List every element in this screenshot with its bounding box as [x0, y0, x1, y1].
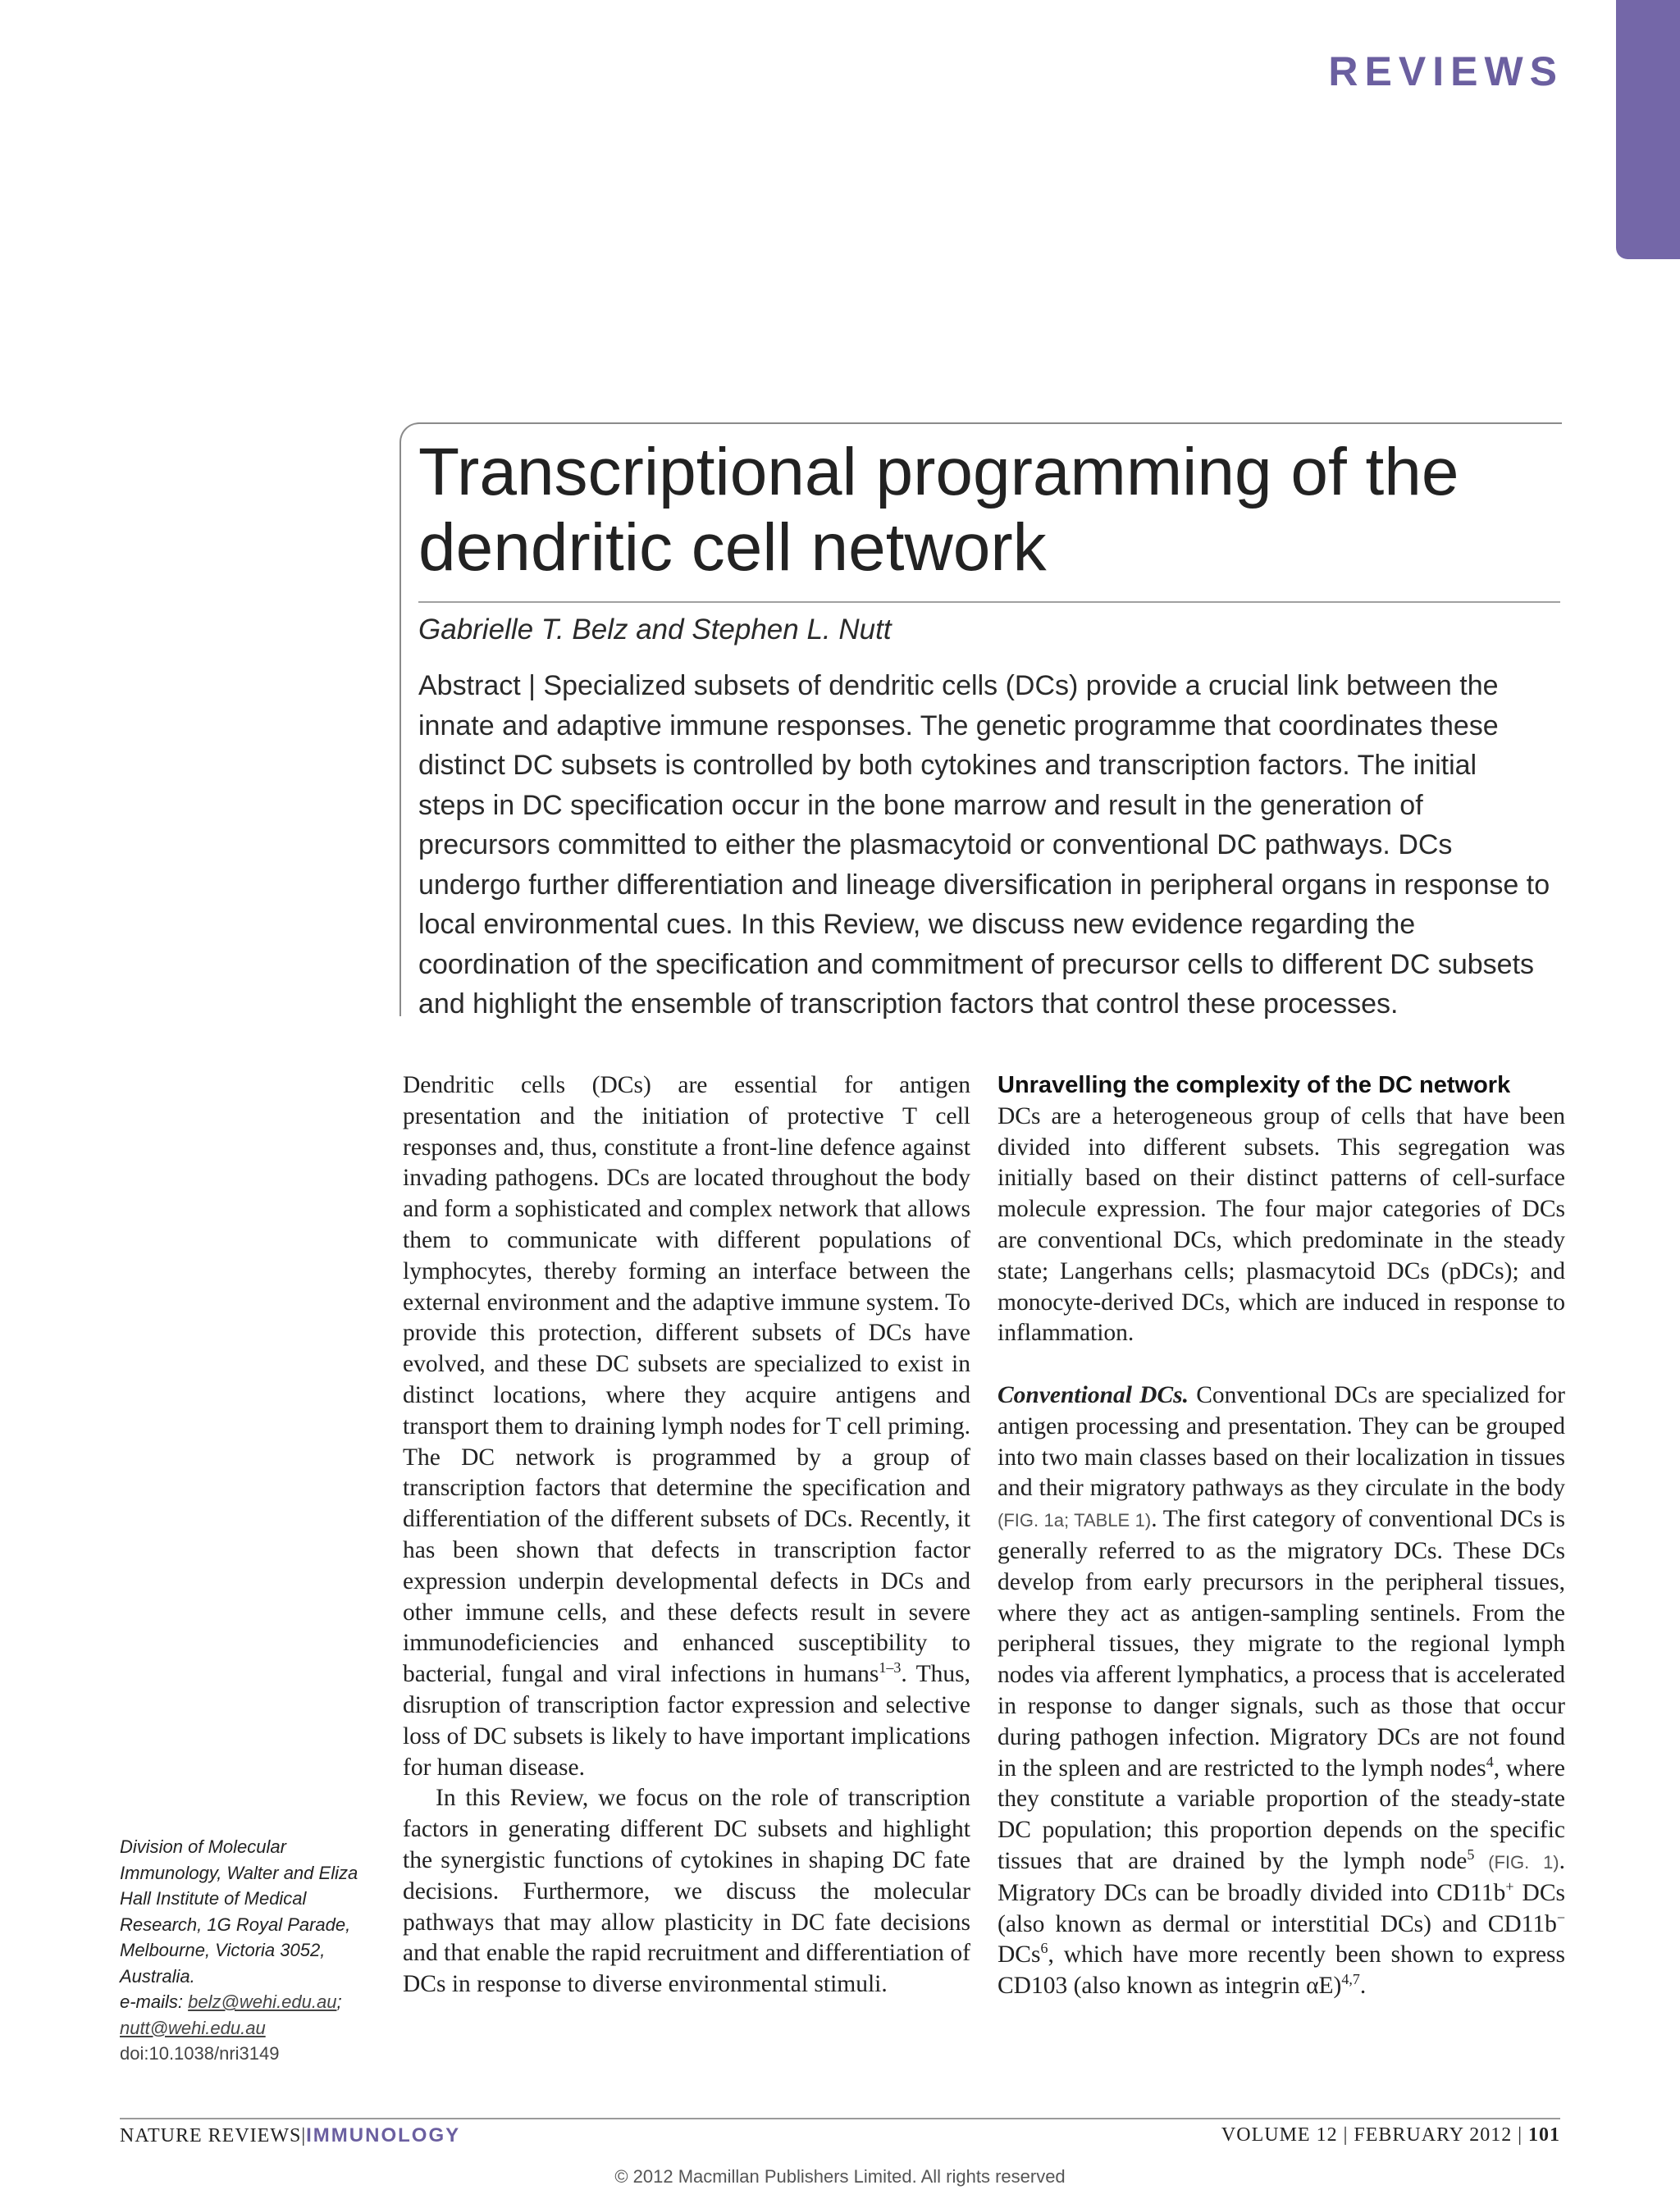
- author-affiliation: [120, 1834, 382, 2067]
- body-paragraph: [998, 1380, 1565, 2002]
- body-column-left: [403, 1070, 970, 2000]
- section-label: REVIEWS: [1328, 48, 1564, 94]
- citation-ref[interactable]: 1–3: [879, 1659, 902, 1677]
- body-text: . Thus, disruption of transcription factor expression and selective loss of DC subsets is likely to have important implications for human disease.: [403, 1661, 970, 1781]
- body-text: . The first category of conventional DCs is generally referred to as the migratory DCs. These DCs develop from early precursors in the peripheral tissues, where they act as antigen-sampling sentinels. From the peripheral tissues, they migrate to the regional lymph nodes via afferent lymphatics, a process that is accelerated in response to danger signals, such as those that occur during pathogen infection. Migratory DCs are not found in the spleen and are restricted to the lymph nodes: [998, 1506, 1565, 1781]
- citation-ref[interactable]: 6: [1040, 1940, 1048, 1957]
- figure-ref[interactable]: (FIG. 1): [1474, 1851, 1559, 1873]
- body-text: Conventional DCs are specialized for antigen processing and presentation. They can be grouped into two main classes based on their localization in tissues and their migratory pathways as they circulate in the body: [998, 1381, 1566, 1502]
- body-text: , where they constitute a variable proportion of the steady-state DC population; this proportion depends on the specific tissues that are drained by the lymph node: [998, 1754, 1565, 1874]
- footer-issue: [1221, 2124, 1560, 2146]
- section-color-tab: [1616, 0, 1680, 259]
- article-authors: Gabrielle T. Belz and Stephen L. Nutt: [418, 614, 892, 646]
- volume: VOLUME 12: [1221, 2124, 1338, 2146]
- body-text: , which have more recently been shown to express CD103 (also known as integrin αE): [998, 1941, 1565, 2000]
- subsection-heading: Conventional DCs.: [998, 1381, 1189, 1408]
- body-paragraph: [403, 1070, 970, 1783]
- superscript: −: [1556, 1909, 1565, 1926]
- body-text: Dendritic cells (DCs) are essential for antigen presentation and the initiation of protective T cell responses and, thus, constitute a front-line defence against invading pathogens. DCs are located throughout the body and form a sophisticated and complex network that allows them to communicate with different populations of lymphocytes, thereby forming an interface between the external environment and the adaptive immune system. To provide this protection, different subsets of DCs have evolved, and these DC subsets are specialized to exist in distinct locations, where they acquire antigens and transport them to draining lymph nodes for T cell priming. The DC network is programmed by a group of transcription factors that determine the specification and differentiation of the different subsets of DCs. Recently, it has been shown that defects in transcription factor expression underpin developmental defects in DCs and other immune cells, and these defects result in severe immunodeficiencies and enhanced susceptibility to bacterial, fungal and viral infections in humans: [403, 1072, 970, 1688]
- body-text: .: [1359, 1973, 1367, 2000]
- journal-name: IMMUNOLOGY: [306, 2124, 461, 2146]
- affiliation-text: Division of Molecular Immunology, Walter and Eliza Hall Institute of Medical Research, 1G Royal Parade, Melbourne, Victoria 3052, Australia.: [120, 1836, 358, 1987]
- footer-journal: [120, 2124, 460, 2147]
- body-text: . Migratory DCs can be broadly divided into CD11b: [998, 1847, 1566, 1906]
- citation-ref[interactable]: 4: [1486, 1753, 1494, 1770]
- page-number: 101: [1528, 2124, 1560, 2146]
- email-separator: ;: [336, 1991, 342, 2012]
- footer-separator: |: [1343, 2124, 1349, 2146]
- copyright-notice: © 2012 Macmillan Publishers Limited. All rights reserved: [614, 2166, 1066, 2187]
- body-paragraph: In this Review, we focus on the role of transcription factors in generating different DC subsets and highlight the synergistic functions of cytokines in shaping DC fate decisions. Furthermore, we discuss the molecular pathways that may allow plasticity in DC fate decisions and that enable the rapid recruitment and differentiation of DCs in response to diverse environmental stimuli.: [403, 1785, 970, 1998]
- issue-date: FEBRUARY 2012: [1354, 2124, 1513, 2146]
- email-label: e-mails:: [120, 1991, 189, 2012]
- email-link[interactable]: belz@wehi.edu.au: [188, 1991, 337, 2012]
- body-text: DCs (also known as dermal or interstitial DCs) and CD11b: [998, 1879, 1565, 1937]
- body-column-right: [998, 1070, 1565, 2002]
- footer-separator: |: [1518, 2124, 1522, 2146]
- article-title: Transcriptional programming of the dendritic cell network: [418, 435, 1459, 585]
- publication-name: NATURE REVIEWS: [120, 2125, 302, 2146]
- superscript: +: [1505, 1877, 1514, 1895]
- body-paragraph: DCs are a heterogeneous group of cells that have been divided into different subsets. This segregation was initially based on their distinct patterns of cell-surface molecule expression. The four major categories of DCs are conventional DCs, which predominate in the steady state; Langerhans cells; plasmacytoid DCs (pDCs); and monocyte-derived DCs, which are induced in response to inflammation.: [998, 1102, 1565, 1347]
- section-heading: Unravelling the complexity of the DC network: [998, 1072, 1511, 1098]
- article-abstract: Abstract | Specialized subsets of dendritic cells (DCs) provide a crucial link between the innate and adaptive immune responses. The genetic programme that coordinates these distinct DC subsets is controlled by both cytokines and transcription factors. The initial steps in DC specification occur in the bone marrow and result in the generation of precursors committed to either the plasmacytoid or conventional DC pathways. DCs undergo further differentiation and lineage diversification in peripheral organs in response to local environmental cues. In this Review, we discuss new evidence regarding the coordination of the specification and commitment of precursor cells to different DC subsets and highlight the ensemble of transcription factors that control these processes.: [418, 670, 1550, 1020]
- figure-ref[interactable]: (FIG. 1a; TABLE 1): [998, 1510, 1152, 1531]
- body-text: DCs: [998, 1941, 1041, 1968]
- citation-ref[interactable]: 5: [1467, 1846, 1475, 1864]
- email-link[interactable]: nutt@wehi.edu.au: [120, 2017, 266, 2038]
- citation-ref[interactable]: 4,7: [1341, 1971, 1360, 1988]
- footer-separator: |: [301, 2125, 307, 2146]
- doi[interactable]: doi:10.1038/nri3149: [120, 2043, 280, 2064]
- footer-divider: [120, 2118, 1560, 2119]
- title-divider: [418, 601, 1560, 603]
